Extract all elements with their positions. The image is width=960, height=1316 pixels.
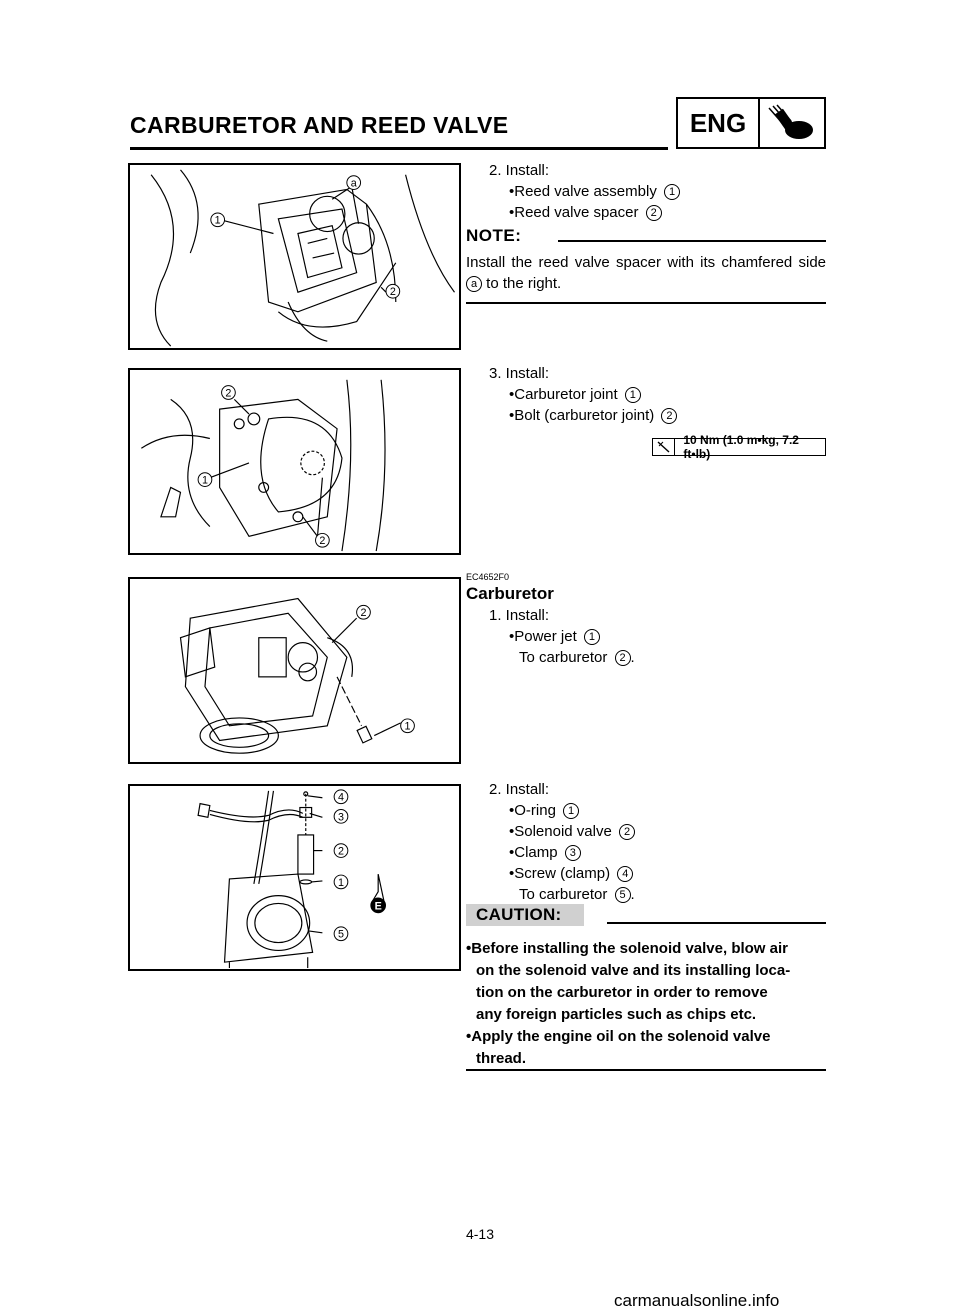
svg-text:2: 2 <box>225 387 232 400</box>
page-number: 4-13 <box>465 1226 495 1242</box>
caution-end-rule <box>466 1069 826 1071</box>
step-label: 3. Install: <box>489 365 550 382</box>
torque-spec <box>652 433 826 461</box>
caution-line: •Apply the engine oil on the solenoid valve <box>466 1028 771 1045</box>
svg-text:2: 2 <box>319 535 326 548</box>
caution-line: on the solenoid valve and its installing loca- <box>476 962 791 979</box>
step-label: 2. Install: <box>489 781 550 798</box>
callout-2 <box>357 605 371 619</box>
callout-1 <box>401 719 415 733</box>
section-code: EC4652F0 <box>466 572 510 582</box>
list-item: •Solenoid valve 2 <box>509 822 635 842</box>
callout-1 <box>211 213 225 227</box>
note-rule <box>558 240 826 242</box>
list-item: •O-ring 1 <box>509 801 579 821</box>
figure-solenoid-valve <box>128 784 461 971</box>
svg-text:1: 1 <box>404 720 411 733</box>
svg-text:1: 1 <box>201 474 208 487</box>
step-label: 1. Install: <box>489 607 550 624</box>
list-item: •Power jet 1 <box>509 627 600 647</box>
callout-1 <box>334 875 348 889</box>
callout-a <box>347 176 361 190</box>
list-item: •Screw (clamp) 4 <box>509 864 633 884</box>
note-text: Install the reed valve spacer with its chamfered side a to the right. <box>466 254 826 292</box>
callout-2-bottom <box>316 533 330 547</box>
svg-text:5: 5 <box>337 928 344 941</box>
callout-2-top <box>222 386 236 400</box>
list-item: •Clamp 3 <box>509 843 581 863</box>
section-tag: ENG <box>678 99 760 147</box>
step-label: 2. Install: <box>489 162 550 179</box>
svg-text:1: 1 <box>337 876 344 889</box>
figure-reed-valve <box>128 163 461 350</box>
svg-text:a: a <box>350 177 357 190</box>
svg-text:E: E <box>374 900 382 913</box>
page-title: CARBURETOR AND REED VALVE <box>130 112 509 138</box>
note-label: NOTE: <box>466 226 522 245</box>
callout-3 <box>334 809 348 823</box>
figure-carburetor-joint <box>128 368 461 555</box>
caution-line: •Before installing the solenoid valve, blow air <box>466 940 788 957</box>
list-item: •Bolt (carburetor joint) 2 <box>509 406 677 426</box>
callout-5 <box>334 927 348 941</box>
svg-text:2: 2 <box>389 286 396 299</box>
svg-text:1: 1 <box>214 214 221 227</box>
svg-text:3: 3 <box>337 811 344 824</box>
caution-line: any foreign particles such as chips etc. <box>476 1006 757 1023</box>
caution-label: CAUTION: <box>466 904 584 926</box>
figure-power-jet <box>128 577 461 764</box>
list-item: To carburetor 5 . <box>519 886 635 903</box>
callout-1 <box>198 473 212 487</box>
list-item: •Reed valve assembly 1 <box>509 182 680 202</box>
engine-icon <box>760 99 824 147</box>
callout-4 <box>334 790 348 804</box>
callout-2 <box>386 284 400 298</box>
torque-wrench-icon <box>653 439 675 455</box>
callout-2 <box>334 844 348 858</box>
engine-oil-icon <box>370 898 386 914</box>
header-rule <box>130 147 668 150</box>
caution-line: tion on the carburetor in order to remove <box>476 984 768 1001</box>
list-item: To carburetor 2 . <box>519 649 635 666</box>
watermark: carmanualsonline.info <box>614 1291 780 1310</box>
torque-value: 10 Nm (1.0 m•kg, 7.2 ft•lb) <box>683 433 799 461</box>
note-end-rule <box>466 302 826 304</box>
list-item: •Reed valve spacer 2 <box>509 203 662 223</box>
section-tag-box <box>676 97 826 149</box>
svg-text:2: 2 <box>360 607 367 620</box>
caution-rule <box>607 922 826 924</box>
list-item: •Carburetor joint 1 <box>509 385 641 405</box>
svg-text:2: 2 <box>337 845 344 858</box>
section-heading: Carburetor <box>466 584 554 603</box>
caution-line: thread. <box>476 1050 527 1067</box>
svg-text:4: 4 <box>337 791 344 804</box>
